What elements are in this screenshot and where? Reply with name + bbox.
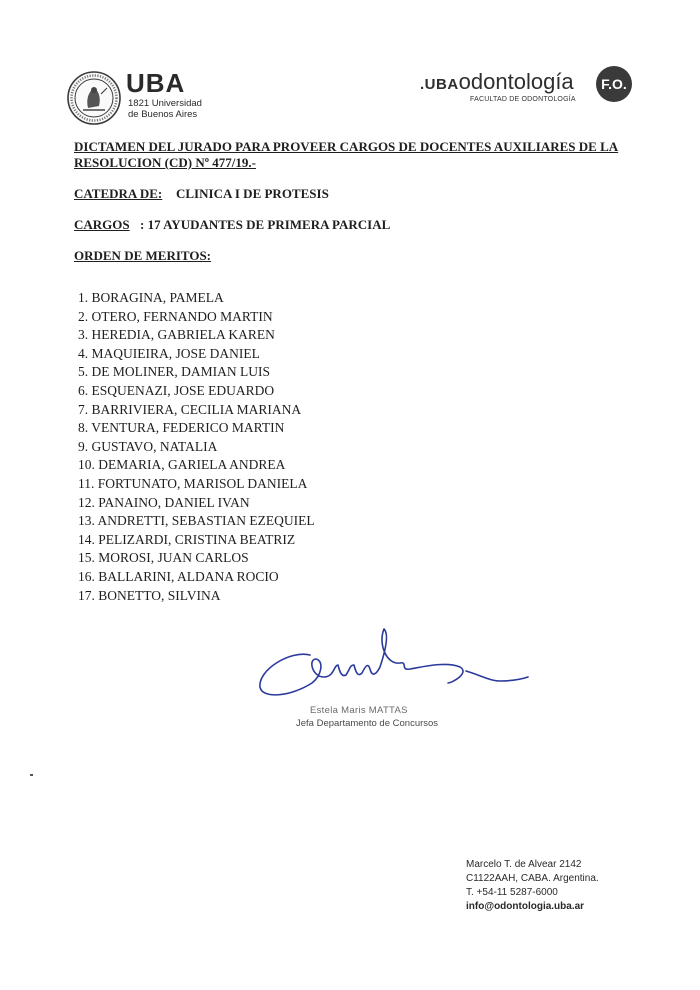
fo-badge-icon: F.O. (596, 66, 632, 102)
list-item: 11. FORTUNATO, MARISOL DANIELA (78, 475, 308, 491)
odontologia-logo-word: odontología (458, 69, 574, 94)
catedra-value: CLINICA I DE PROTESIS (176, 186, 329, 201)
list-item: 6. ESQUENAZI, JOSE EDUARDO (78, 382, 275, 398)
list-item: 5. DE MOLINER, DAMIAN LUIS (78, 364, 270, 380)
list-item: 12. PANAINO, DANIEL IVAN (78, 494, 250, 510)
scan-speck (30, 774, 33, 776)
list-item: 8. VENTURA, FEDERICO MARTIN (78, 420, 285, 436)
list-item: 13. ANDRETTI, SEBASTIAN EZEQUIEL (78, 513, 315, 529)
document-title-line2: RESOLUCION (CD) Nº 477/19.- (74, 155, 256, 170)
merit-list (78, 289, 315, 605)
signatory-role: Jefa Departamento de Concursos (296, 718, 439, 729)
cargos-label: CARGOS (74, 217, 130, 232)
list-item: 2. OTERO, FERNANDO MARTIN (78, 308, 273, 324)
list-item: 17. BONETTO, SILVINA (78, 587, 221, 603)
document-title-line1: DICTAMEN DEL JURADO PARA PROVEER CARGOS DE DOCENTES AUXILIARES DE LA (74, 139, 619, 154)
footer-address-line1: Marcelo T. de Alvear 2142 (466, 859, 582, 870)
odontologia-logo-prefix: .UBA (420, 76, 459, 93)
footer-address-line2: C1122AAH, CABA. Argentina. (466, 873, 599, 884)
list-item: 1. BORAGINA, PAMELA (78, 290, 224, 305)
faculty-label: FACULTAD DE ODONTOLOGÍA (470, 96, 576, 103)
handwritten-signature (250, 625, 530, 715)
list-item: 3. HEREDIA, GABRIELA KAREN (78, 327, 275, 343)
uba-seal-icon (66, 70, 122, 126)
list-item: 7. BARRIVIERA, CECILIA MARIANA (78, 401, 302, 417)
footer-email: info@odontologia.uba.ar (466, 901, 585, 912)
uba-logo-title: UBA (126, 68, 186, 98)
orden-de-meritos-label: ORDEN DE MERITOS: (74, 248, 212, 263)
signatory-name: Estela Maris MATTAS (310, 705, 408, 716)
catedra-label: CATEDRA DE: (74, 186, 163, 201)
list-item: 16. BALLARINI, ALDANA ROCIO (78, 568, 279, 584)
footer-phone: T. +54-11 5287-6000 (466, 887, 558, 898)
odontologia-logo (420, 69, 574, 98)
list-item: 4. MAQUIEIRA, JOSE DANIEL (78, 345, 260, 361)
uba-logo-subtitle-2: de Buenos Aires (128, 109, 198, 120)
list-item: 14. PELIZARDI, CRISTINA BEATRIZ (78, 531, 296, 547)
list-item: 10. DEMARIA, GARIELA ANDREA (78, 457, 286, 473)
cargos-value: : 17 AYUDANTES DE PRIMERA PARCIAL (140, 217, 391, 232)
list-item: 15. MOROSI, JUAN CARLOS (78, 550, 249, 566)
uba-logo-subtitle: 1821 Universidad (128, 98, 202, 109)
list-item: 9. GUSTAVO, NATALIA (78, 438, 218, 454)
